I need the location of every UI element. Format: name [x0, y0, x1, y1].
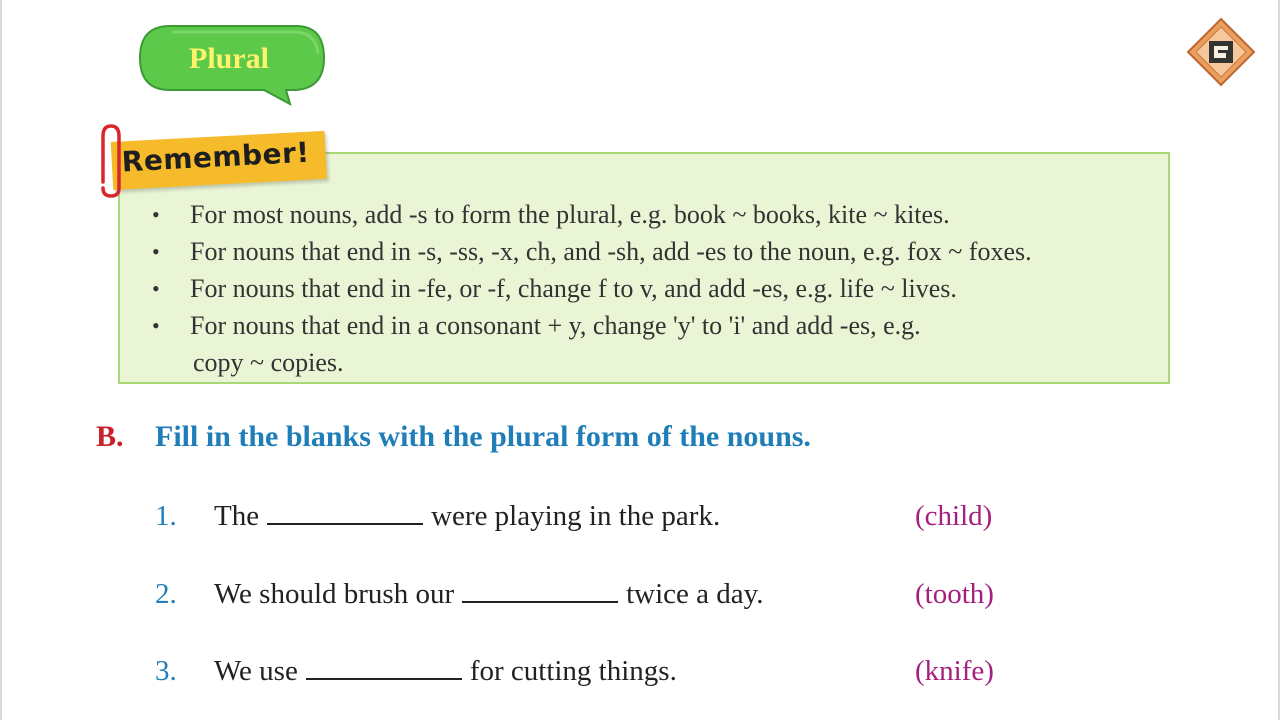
remember-label: Remember! — [120, 135, 311, 179]
question-text-before: We should brush our — [214, 578, 455, 610]
title-speech-bubble — [136, 24, 332, 106]
question-row — [0, 500, 1280, 540]
question-hint: (knife) — [915, 655, 994, 687]
question-sentence — [214, 655, 677, 688]
rule-item — [148, 270, 1158, 307]
question-hint: (tooth) — [915, 578, 994, 610]
rule-list — [148, 196, 1158, 381]
question-number: 3. — [155, 655, 177, 687]
exercise-letter: B. — [96, 420, 124, 453]
page-title: Plural — [189, 42, 269, 75]
bullet: • — [152, 239, 160, 264]
rule-item — [148, 233, 1158, 270]
rule-item — [148, 307, 1158, 381]
question-number: 1. — [155, 500, 177, 532]
answer-blank[interactable] — [267, 503, 423, 525]
question-text-before: We use — [214, 655, 298, 687]
question-sentence — [214, 500, 720, 533]
rule-text: For most nouns, add -s to form the plural, e.g. book ~ books, kite ~ kites. — [190, 200, 950, 229]
rule-continuation: copy ~ copies. — [193, 348, 344, 377]
bullet: • — [152, 313, 160, 338]
answer-blank[interactable] — [306, 658, 462, 680]
question-text-before: The — [214, 500, 260, 532]
bullet: • — [152, 202, 160, 227]
question-row — [0, 655, 1280, 695]
exercise-instruction: Fill in the blanks with the plural form of the nouns. — [155, 420, 811, 453]
answer-blank[interactable] — [462, 581, 618, 603]
logo-icon — [1186, 17, 1256, 87]
paper-clip-icon — [95, 122, 125, 198]
question-row — [0, 578, 1280, 618]
rule-text: For nouns that end in -s, -ss, -x, ch, and -sh, add -es to the noun, e.g. fox ~ foxes. — [190, 237, 1032, 266]
question-text-after: were playing in the park. — [431, 500, 721, 532]
rule-text: For nouns that end in a consonant + y, change 'y' to 'i' and add -es, e.g. — [190, 311, 921, 340]
question-sentence — [214, 578, 764, 611]
rule-item — [148, 196, 1158, 233]
question-text-after: for cutting things. — [469, 655, 677, 687]
question-hint: (child) — [915, 500, 993, 532]
bullet: • — [152, 276, 160, 301]
question-number: 2. — [155, 578, 177, 610]
rule-text: For nouns that end in -fe, or -f, change f to v, and add -es, e.g. life ~ lives. — [190, 274, 957, 303]
question-text-after: twice a day. — [626, 578, 764, 610]
